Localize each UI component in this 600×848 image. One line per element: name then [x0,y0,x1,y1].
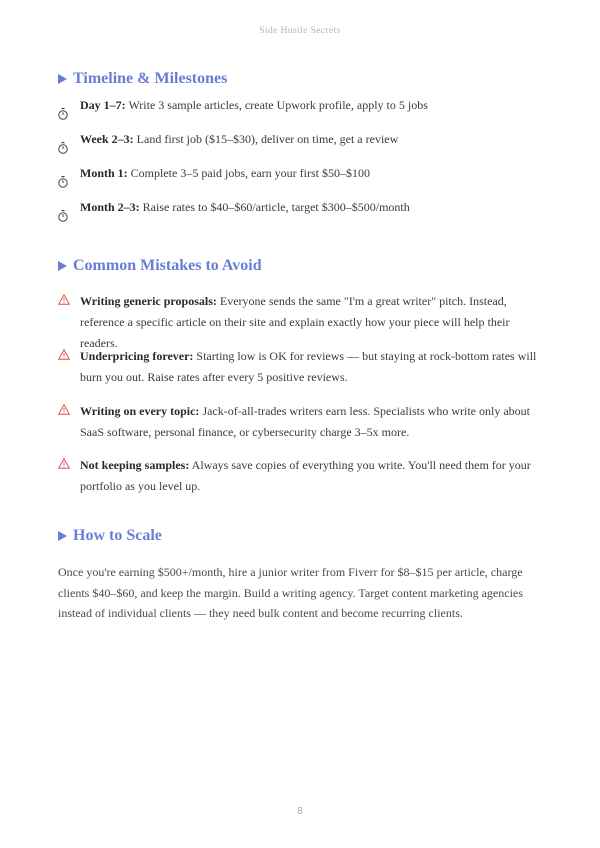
scale-paragraph: Once you're earning $500+/month, hire a junior writer from Fiverr for $8–$15 per article, charge clients $40–$60, and keep the margin. Build a writing agency. Target content marketing agencies instead of individual clients — they need bulk content and become recurring clients. [58,565,523,620]
mistakes-list [58,291,548,511]
timeline-section [58,70,548,88]
warning-icon [58,458,70,469]
mistake-text [80,455,550,497]
timeline-heading [58,70,548,88]
milestone-label: Month 2–3: [80,200,140,214]
mistake-text [80,401,550,443]
mistake-label: Writing generic proposals: [80,294,217,308]
mistake-description: Starting low is OK for reviews — but staying at rock-bottom rates will burn you out. Raise rates after every 5 positive reviews. [80,349,537,384]
milestone-label: Day 1–7: [80,98,126,112]
milestone-description: Land first job ($15–$30), deliver on time, get a review [133,132,399,146]
scale-heading-text: How to Scale [73,527,162,544]
stopwatch-icon [58,142,68,154]
mistake-description: Always save copies of everything you write. You'll need them for your portfolio as you level up. [80,458,531,493]
stopwatch-icon [58,176,68,188]
milestone-text [80,129,398,149]
triangle-bullet-icon [58,531,67,541]
mistake-description: Jack-of-all-trades writers earn less. Specialists who write only about SaaS software, personal finance, or cybersecurity charge 3–5x more. [80,404,531,439]
running-header: Side Hustle Secrets [259,26,341,36]
scale-heading [58,527,548,545]
timeline-list [58,98,548,245]
mistakes-section [58,257,548,275]
mistake-text [80,291,550,354]
mistake-label: Underpricing forever: [80,349,194,363]
page-number: 8 [297,806,303,817]
scale-section [58,527,548,545]
milestone-label: Week 2–3: [80,132,134,146]
triangle-bullet-icon [58,261,67,271]
mistakes-heading [58,257,548,275]
milestone-description: Complete 3–5 paid jobs, earn your first $50–$100 [127,166,370,180]
mistakes-heading-text: Common Mistakes to Avoid [73,257,262,274]
mistake-description: Everyone sends the same "I'm a great writer" pitch. Instead, reference a specific article on their site and explain exactly how your piece will help their readers. [80,294,510,350]
milestone-text [80,95,428,115]
stopwatch-icon [58,108,68,120]
milestone-description: Raise rates to $40–$60/article, target $300–$500/month [139,200,410,214]
mistake-label: Writing on every topic: [80,404,200,418]
milestone-description: Write 3 sample articles, create Upwork profile, apply to 5 jobs [125,98,428,112]
warning-icon [58,294,70,305]
milestone-text [80,197,410,217]
mistake-text [80,346,550,388]
triangle-bullet-icon [58,74,67,84]
milestone-label: Month 1: [80,166,128,180]
warning-icon [58,349,70,360]
timeline-heading-text: Timeline & Milestones [73,70,228,87]
stopwatch-icon [58,210,68,222]
mistake-label: Not keeping samples: [80,458,190,472]
warning-icon [58,404,70,415]
milestone-text [80,163,370,183]
scale-body [58,562,544,624]
